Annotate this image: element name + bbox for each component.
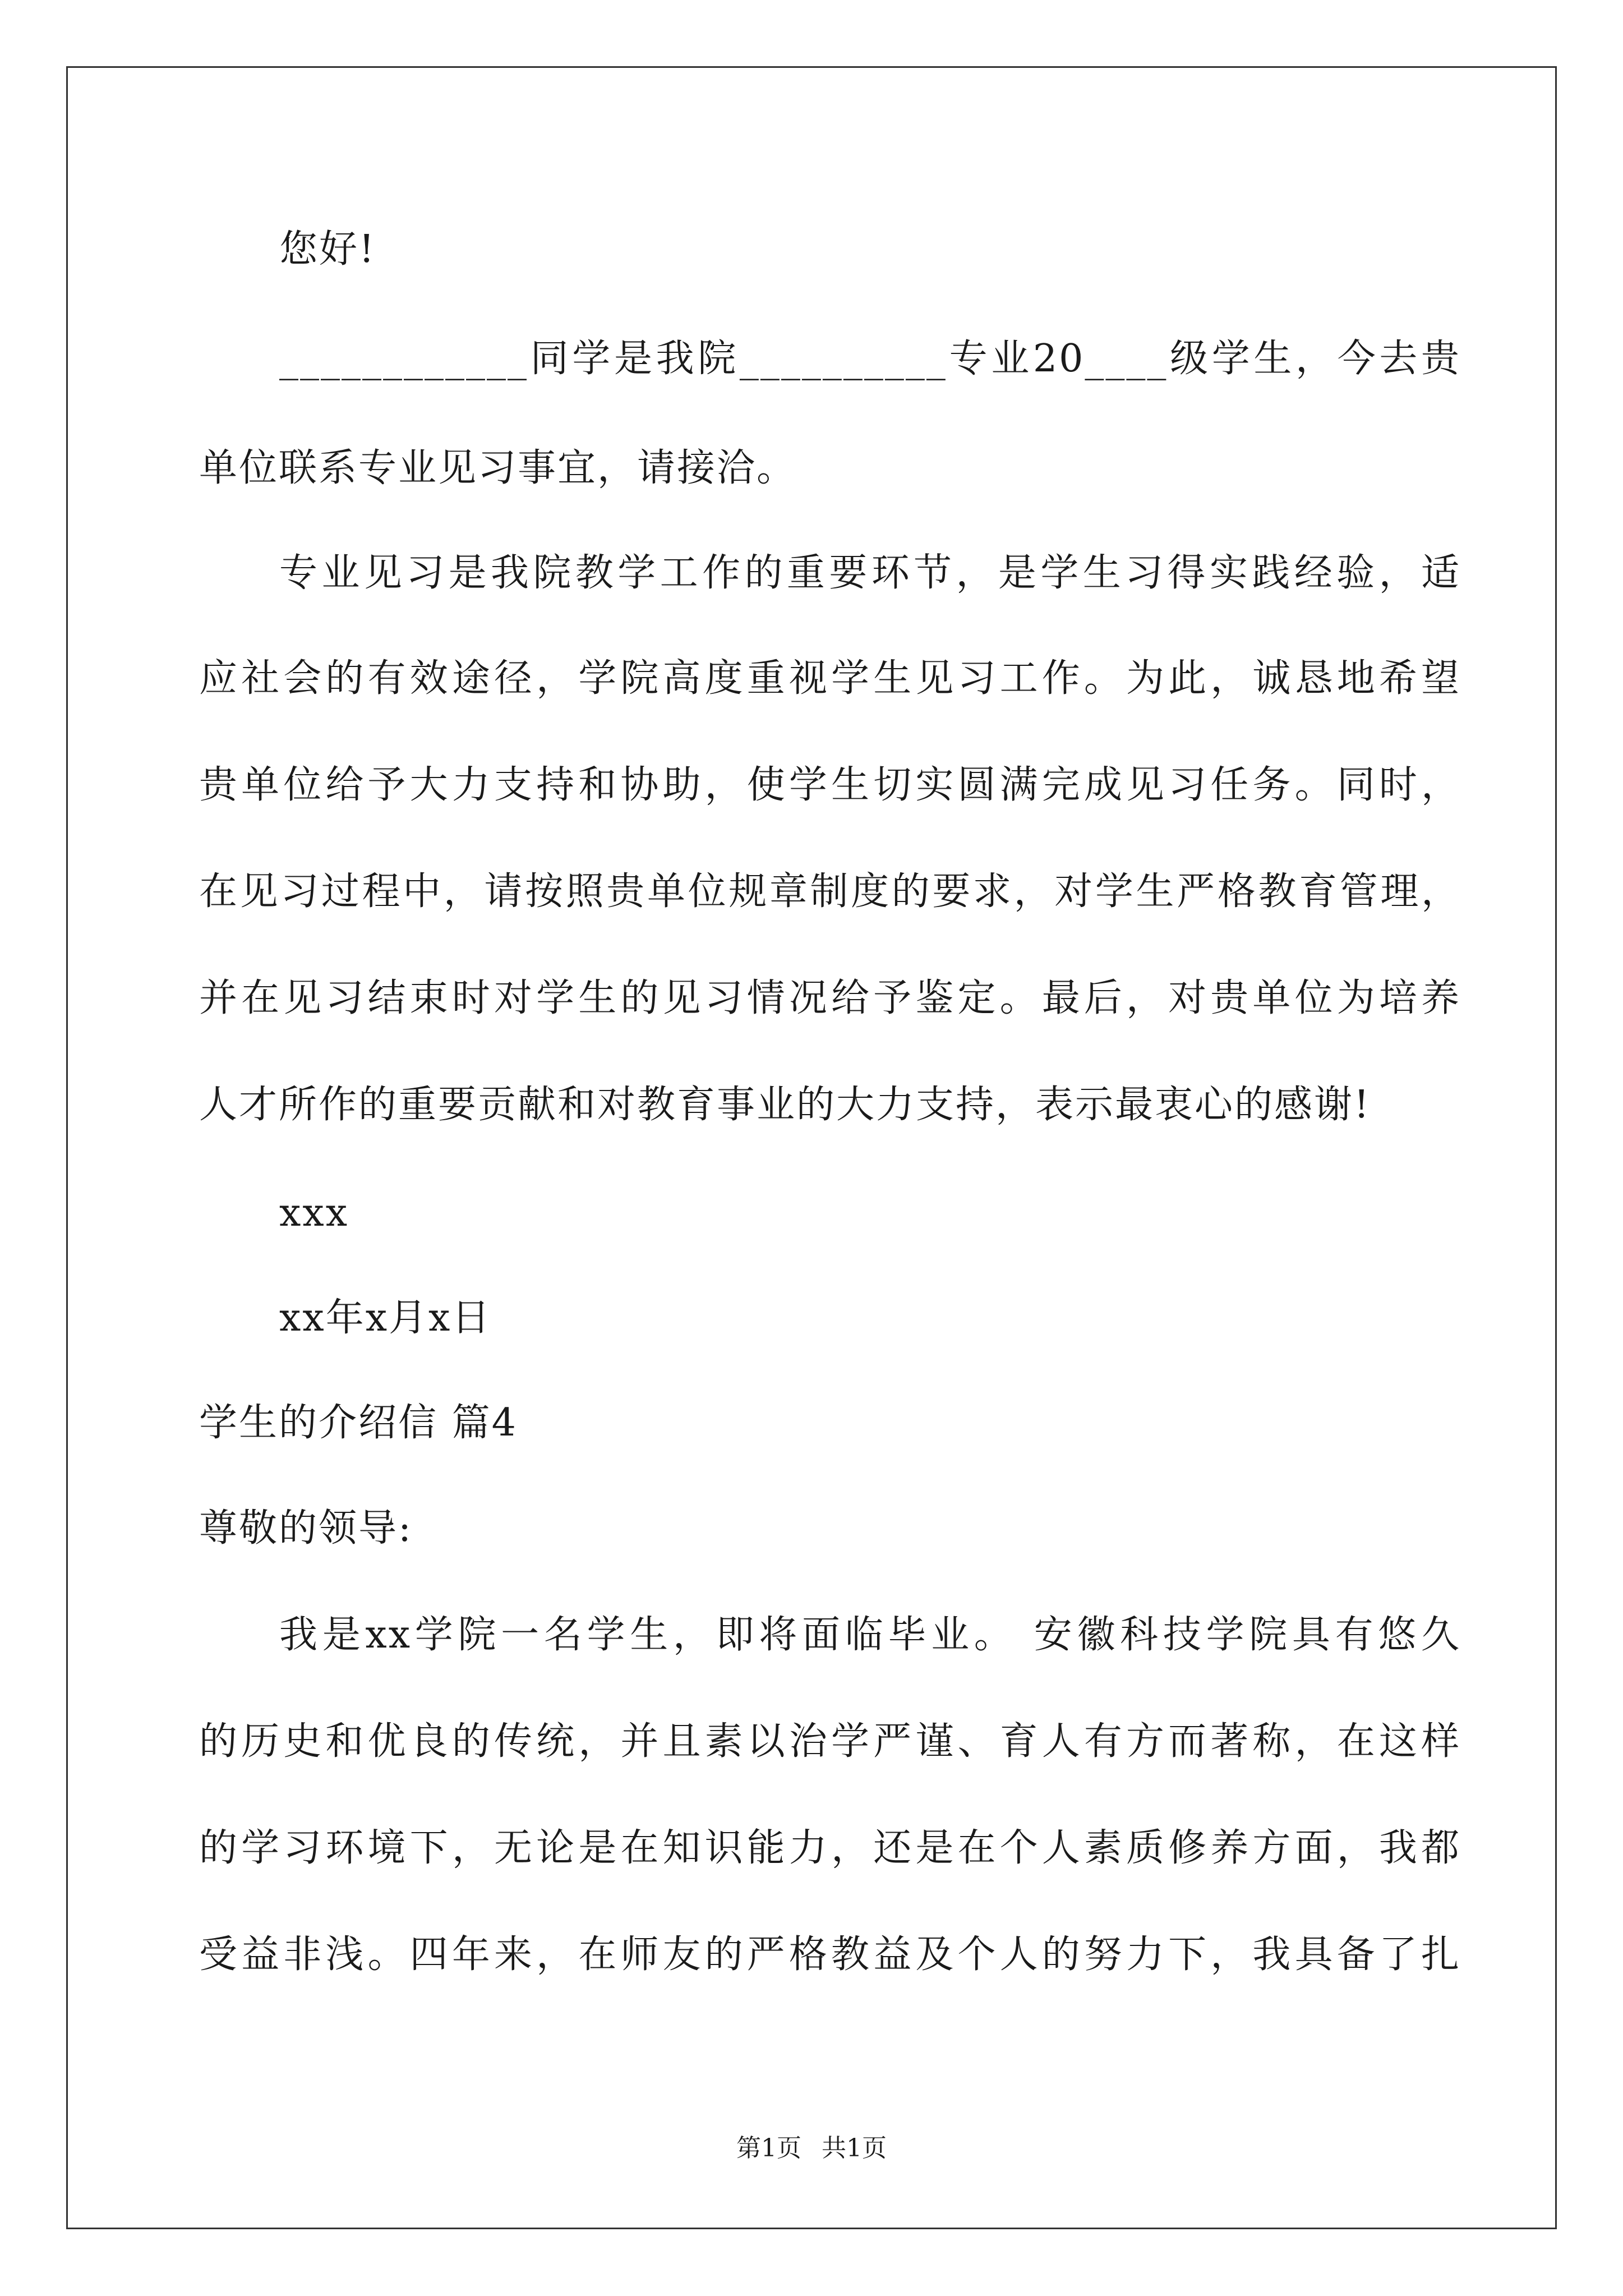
section-heading: 学生的介绍信 篇4 <box>199 1401 518 1445</box>
text-line: 并在见习结束时对学生的见习情况给予鉴定。最后，对贵单位为培养 <box>199 976 1461 1020</box>
page-border <box>66 66 1557 2229</box>
text-line: 的历史和优良的传统，并且素以治学严谨、育人有方而著称，在这样 <box>199 1719 1461 1764</box>
text-line: 受益非浅。四年来，在师友的严格教益及个人的努力下，我具备了扎 <box>199 1932 1461 1977</box>
text-line: 在见习过程中，请按照贵单位规章制度的要求，对学生严格教育管理， <box>199 869 1461 914</box>
date: xx年x月x日 <box>279 1296 492 1340</box>
text-line: 我是xx学院一名学生，即将面临毕业。 安徽科技学院具有悠久 <box>279 1613 1461 1657</box>
signature: xxx <box>279 1191 349 1235</box>
page-count: 共1页 <box>822 2134 887 2162</box>
salutation: 尊敬的领导: <box>199 1506 413 1550</box>
text-line: 单位联系专业见习事宜，请接洽。 <box>199 446 797 490</box>
text-line: 专业见习是我院教学工作的重要环节，是学生习得实践经验，适 <box>279 551 1461 595</box>
text-line: 人才所作的重要贡献和对教育事业的大力支持，表示最衷心的感谢! <box>199 1083 1371 1127</box>
text-line: 的学习环境下，无论是在知识能力，还是在个人素质修养方面，我都 <box>199 1826 1461 1870</box>
text-line: 应社会的有效途径，学院高度重视学生见习工作。为此，诚恳地希望 <box>199 656 1461 701</box>
page-number: 第1页 <box>736 2134 801 2162</box>
text-line: ____________同学是我院__________专业20____级学生，今去贵 <box>279 337 1461 381</box>
text-line: 贵单位给予大力支持和协助，使学生切实圆满完成见习任务。同时， <box>199 763 1461 807</box>
page-footer <box>0 2133 1623 2164</box>
greeting: 您好! <box>279 227 376 272</box>
